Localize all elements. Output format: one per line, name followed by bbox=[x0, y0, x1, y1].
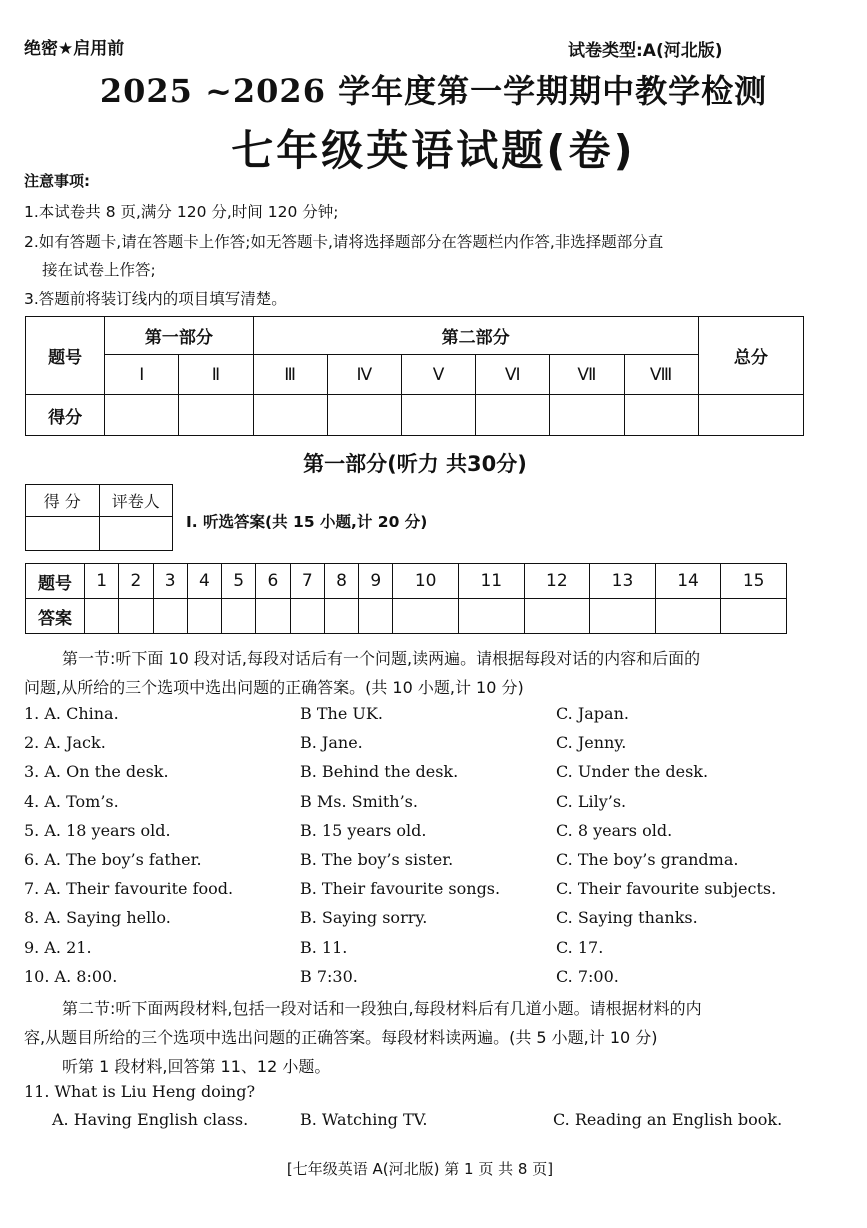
option-c[interactable]: C. Their favourite subjects. bbox=[556, 879, 777, 899]
option-b[interactable]: B Ms. Smith’s. bbox=[300, 791, 418, 811]
answer-cell[interactable] bbox=[393, 599, 459, 634]
option-c[interactable]: C. Reading an English book. bbox=[553, 1110, 783, 1129]
roman-numeral: Ⅶ bbox=[550, 355, 624, 395]
option-b[interactable]: B 7:30. bbox=[300, 966, 358, 986]
option-a[interactable]: 7. A. Their favourite food. bbox=[24, 879, 234, 899]
option-a[interactable]: 4. A. Tom’s. bbox=[24, 791, 119, 811]
score-table-part2: 第二部分 bbox=[253, 317, 698, 355]
score-table bbox=[25, 316, 804, 436]
answer-grid-tihao: 题号 bbox=[26, 564, 85, 599]
option-c[interactable]: C. 17. bbox=[556, 937, 604, 957]
answer-cell[interactable] bbox=[187, 599, 221, 634]
option-b[interactable]: B The UK. bbox=[300, 704, 383, 723]
option-a[interactable]: 6. A. The boy’s father. bbox=[24, 850, 202, 869]
option-c[interactable]: C. The boy’s grandma. bbox=[556, 850, 739, 869]
option-c[interactable]: C. Jenny. bbox=[556, 733, 627, 753]
answer-cell[interactable] bbox=[119, 599, 153, 634]
answer-grid-number: 5 bbox=[222, 564, 256, 599]
option-c[interactable]: C. Under the desk. bbox=[556, 762, 709, 782]
option-c[interactable]: C. 7:00. bbox=[556, 966, 619, 986]
section2-material-note: 听第 1 段材料,回答第 11、12 小题。 bbox=[62, 1057, 331, 1076]
score-cell[interactable] bbox=[253, 395, 327, 436]
answer-cell[interactable] bbox=[458, 599, 524, 634]
notes-heading: 注意事项: bbox=[24, 172, 90, 190]
question-stem: 11. What is Liu Heng doing? bbox=[24, 1082, 256, 1101]
option-b[interactable]: B. Jane. bbox=[300, 733, 363, 753]
section1-intro: 第一节:听下面 10 段对话,每段对话后有一个问题,读两遍。请根据每段对话的内容和后面的 bbox=[62, 649, 701, 668]
roman-numeral: Ⅲ bbox=[253, 355, 327, 395]
answer-grid-number: 14 bbox=[655, 564, 721, 599]
note-item: 接在试卷上作答; bbox=[42, 261, 156, 279]
answer-grid-number: 1 bbox=[85, 564, 119, 599]
score-cell[interactable] bbox=[624, 395, 698, 436]
section-title: 第一部分(听力 共30分) bbox=[303, 452, 527, 476]
answer-cell[interactable] bbox=[324, 599, 358, 634]
answer-grid-number: 3 bbox=[153, 564, 187, 599]
note-item: 2.如有答题卡,请在答题卡上作答;如无答题卡,请将选择题部分在答题栏内作答,非选择题部分直 bbox=[24, 233, 664, 251]
answer-grid-number: 10 bbox=[393, 564, 459, 599]
answer-grid-number: 11 bbox=[458, 564, 524, 599]
option-a[interactable]: 1. A. China. bbox=[24, 704, 119, 723]
section2-intro: 第二节:听下面两段材料,包括一段对话和一段独白,每段材料后有几道小题。请根据材料的内 bbox=[62, 999, 702, 1018]
answer-cell[interactable] bbox=[222, 599, 256, 634]
note-item: 3.答题前将装订线内的项目填写清楚。 bbox=[24, 290, 287, 308]
answer-grid-number: 12 bbox=[524, 564, 590, 599]
grader-name-cell[interactable] bbox=[99, 517, 173, 551]
option-b[interactable]: B. Behind the desk. bbox=[300, 762, 459, 782]
answer-grid bbox=[25, 563, 787, 634]
page-footer: [七年级英语 A(河北版) 第 1 页 共 8 页] bbox=[286, 1160, 554, 1178]
roman-numeral: Ⅷ bbox=[624, 355, 698, 395]
answer-grid-number: 13 bbox=[590, 564, 656, 599]
section1-intro: 问题,从所给的三个选项中选出问题的正确答案。(共 10 小题,计 10 分) bbox=[24, 678, 524, 697]
answer-grid-number: 8 bbox=[324, 564, 358, 599]
answer-cell[interactable] bbox=[359, 599, 393, 634]
answer-grid-number: 7 bbox=[290, 564, 324, 599]
note-item: 1.本试卷共 8 页,满分 120 分,时间 120 分钟; bbox=[24, 203, 339, 221]
roman-numeral: Ⅰ bbox=[105, 355, 179, 395]
paper-type: 试卷类型:A(河北版) bbox=[568, 41, 723, 61]
option-a[interactable]: 3. A. On the desk. bbox=[24, 762, 169, 782]
score-cell[interactable] bbox=[401, 395, 475, 436]
option-a[interactable]: 2. A. Jack. bbox=[24, 733, 106, 753]
section2-intro: 容,从题目所给的三个选项中选出问题的正确答案。每段材料读两遍。(共 5 小题,计 10 分) bbox=[24, 1028, 658, 1047]
answer-cell[interactable] bbox=[290, 599, 324, 634]
answer-cell[interactable] bbox=[153, 599, 187, 634]
option-b[interactable]: B. Saying sorry. bbox=[300, 908, 428, 928]
answer-grid-number: 6 bbox=[256, 564, 290, 599]
score-cell[interactable] bbox=[179, 395, 253, 436]
score-table-defen: 得分 bbox=[26, 395, 105, 436]
answer-grid-number: 9 bbox=[359, 564, 393, 599]
option-b[interactable]: B. 15 years old. bbox=[300, 820, 427, 840]
option-c[interactable]: C. 8 years old. bbox=[556, 820, 673, 840]
answer-grid-number: 15 bbox=[721, 564, 787, 599]
answer-cell[interactable] bbox=[721, 599, 787, 634]
answer-cell[interactable] bbox=[590, 599, 656, 634]
option-b[interactable]: B. 11. bbox=[300, 937, 348, 957]
score-cell[interactable] bbox=[105, 395, 179, 436]
option-a[interactable]: A. Having English class. bbox=[52, 1110, 249, 1129]
option-a[interactable]: 5. A. 18 years old. bbox=[24, 820, 171, 840]
option-b[interactable]: B. Watching TV. bbox=[300, 1110, 428, 1129]
option-a[interactable]: 9. A. 21. bbox=[24, 937, 92, 957]
option-b[interactable]: B. Their favourite songs. bbox=[300, 879, 501, 899]
option-b[interactable]: B. The boy’s sister. bbox=[300, 850, 454, 869]
score-cell[interactable] bbox=[327, 395, 401, 436]
secret-label: 绝密★启用前 bbox=[24, 39, 125, 59]
answer-grid-number: 4 bbox=[187, 564, 221, 599]
option-c[interactable]: C. Japan. bbox=[556, 704, 629, 723]
score-table-tihao: 题号 bbox=[26, 317, 105, 395]
grader-box bbox=[25, 484, 173, 551]
option-c[interactable]: C. Lily’s. bbox=[556, 791, 627, 811]
grader-label: 评卷人 bbox=[99, 485, 173, 517]
answer-cell[interactable] bbox=[85, 599, 119, 634]
roman-numeral: Ⅳ bbox=[327, 355, 401, 395]
score-cell[interactable] bbox=[476, 395, 550, 436]
roman-numeral: Ⅱ bbox=[179, 355, 253, 395]
score-table-total: 总分 bbox=[698, 317, 803, 395]
roman-numeral: Ⅵ bbox=[476, 355, 550, 395]
score-cell[interactable] bbox=[698, 395, 803, 436]
answer-grid-daan: 答案 bbox=[26, 599, 85, 634]
answer-cell[interactable] bbox=[256, 599, 290, 634]
option-a[interactable]: 10. A. 8:00. bbox=[24, 966, 118, 986]
score-table-part1: 第一部分 bbox=[105, 317, 253, 355]
roman-numeral: Ⅴ bbox=[401, 355, 475, 395]
answer-cell[interactable] bbox=[524, 599, 590, 634]
option-a[interactable]: 8. A. Saying hello. bbox=[24, 908, 171, 928]
score-cell[interactable] bbox=[550, 395, 624, 436]
answer-cell[interactable] bbox=[655, 599, 721, 634]
part1-heading: Ⅰ. 听选答案(共 15 小题,计 20 分) bbox=[186, 513, 428, 531]
grader-score-cell[interactable] bbox=[26, 517, 100, 551]
option-c[interactable]: C. Saying thanks. bbox=[556, 908, 698, 928]
answer-grid-number: 2 bbox=[119, 564, 153, 599]
grader-score-label: 得 分 bbox=[26, 485, 100, 517]
paper-title: 七年级英语试题(卷) bbox=[231, 126, 636, 175]
exam-title: 2025 ~2026 学年度第一学期期中教学检测 bbox=[99, 72, 768, 110]
